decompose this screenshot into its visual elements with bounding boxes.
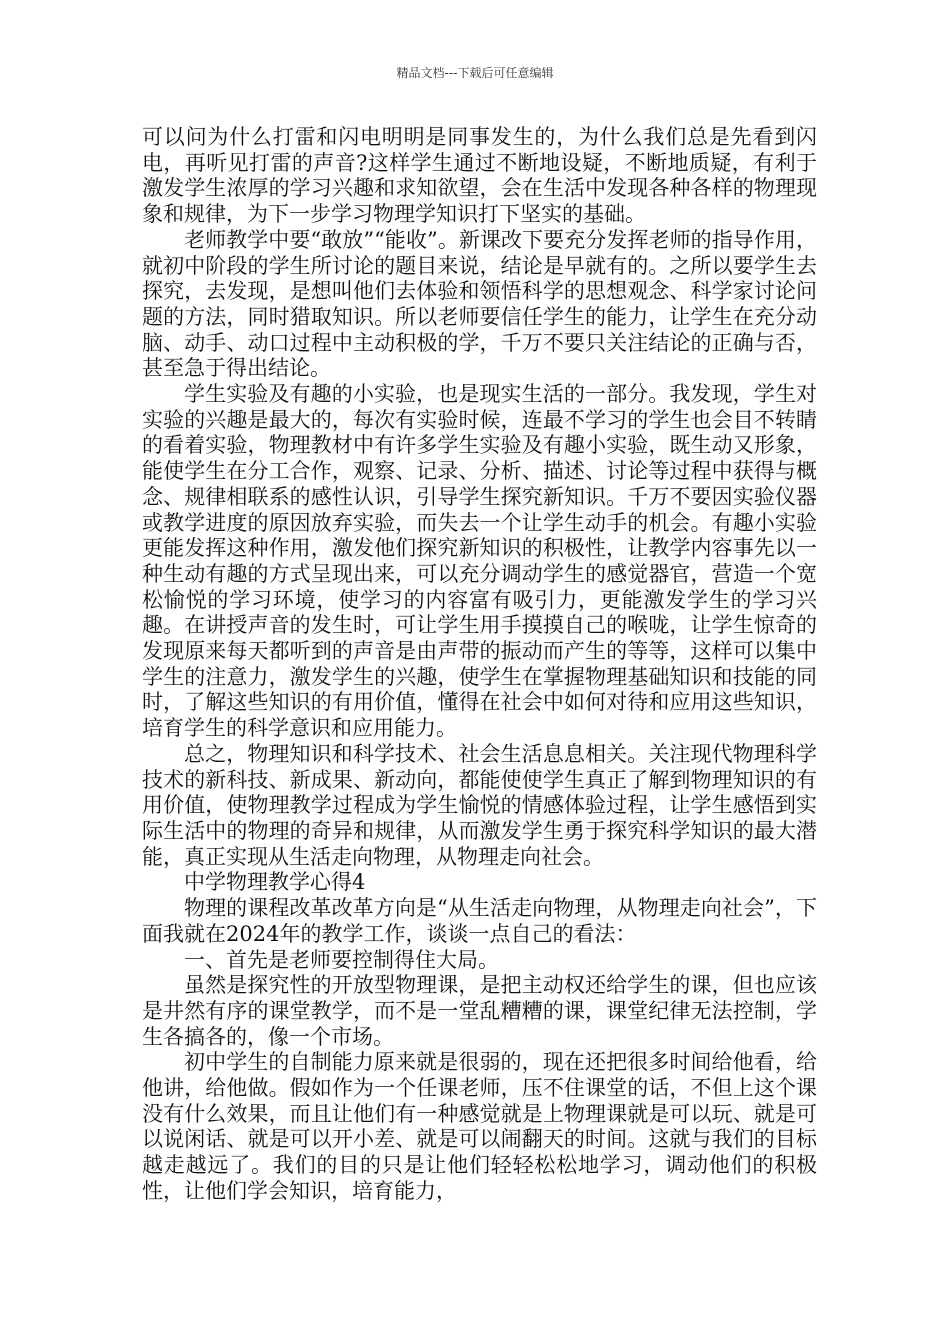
document-body (142, 125, 817, 1205)
paragraph: 学生实验及有趣的小实验，也是现实生活的一部分。我发现，学生对实验的兴趣是最大的，每次有实验时候，连最不学习的学生也会目不转睛的看着实验，物理教材中有许多学生实验及有趣小实验，既生动又形象，能使学生在分工合作，观察、记录、分析、描述、讨论等过程中获得与概念、规律相联系的感性认识，引导学生探究新知识。千万不要因实验仪器或教学进度的原因放弃实验，而失去一个让学生动手的机会。有趣小实验更能发挥这种作用，激发他们探究新知识的积极性，让教学内容事先以一种生动有趣的方式呈现出来，可以充分调动学生的感觉器官，营造一个宽松愉悦的学习环境，使学习的内容富有吸引力，更能激发学生的学习兴趣。在讲授声音的发生时，可让学生用手摸摸自己的喉咙，让学生惊奇的发现原来每天都听到的声音是由声带的振动而产生的等等，这样可以集中学生的注意力，激发学生的兴趣，使学生在掌握物理基础知识和技能的同时，了解这些知识的有用价值，懂得在社会中如何对待和应用这些知识，培育学生的科学意识和应用能力。 (142, 382, 817, 741)
subheading: 一、首先是老师要控制得住大局。 (184, 947, 499, 972)
paragraph: 初中学生的自制能力原来就是很弱的，现在还把很多时间给他看，给他讲，给他做。假如作为一个任课老师，压不住课堂的话，不但上这个课没有什么效果，而且让他们有一种感觉就是上物理课就是可以玩、就是可以说闲话、就是可以开小差、就是可以闹翻天的时间。这就与我们的目标越走越远了。我们的目的只是让他们轻轻松松地学习，调动他们的积极性，让他们学会知识，培育能力， (142, 1050, 817, 1203)
paragraph: 可以问为什么打雷和闪电明明是同事发生的，为什么我们总是先看到闪电，再听见打雷的声音?这样学生通过不断地设疑，不断地质疑，有利于激发学生浓厚的学习兴趣和求知欲望，会在生活中发现各种各样的物理现象和规律，为下一步学习物理学知识打下坚实的基础。 (142, 125, 817, 227)
paragraph: 物理的课程改革改革方向是“从生活走向物理，从物理走向社会”，下面我就在2024年的教学工作，谈谈一点自己的看法： (142, 896, 817, 946)
paragraph: 虽然是探究性的开放型物理课，是把主动权还给学生的课，但也应该是井然有序的课堂教学，而不是一堂乱糟糟的课，课堂纪律无法控制，学生各搞各的，像一个市场。 (142, 973, 817, 1049)
paragraph: 老师教学中要“敢放”“能收”。新课改下要充分发挥老师的指导作用，就初中阶段的学生所讨论的题目来说，结论是早就有的。之所以要学生去探究，去发现，是想叫他们去体验和领悟科学的思想观念、科学家讨论问题的方法，同时猎取知识。所以老师要信任学生的能力，让学生在充分动脑、动手、动口过程中主动积极的学，千万不要只关注结论的正确与否，甚至急于得出结论。 (142, 227, 817, 381)
paragraph: 总之，物理知识和科学技术、社会生活息息相关。关注现代物理科学技术的新科技、新成果、新动向，都能使使学生真正了解到物理知识的有用价值，使物理教学过程成为学生愉悦的情感体验过程，让学生感悟到实际生活中的物理的奇异和规律，从而激发学生勇于探究科学知识的最大潜能，真正实现从生活走向物理，从物理走向社会。 (142, 741, 817, 869)
page-header: 精品文档---下载后可任意编辑 (396, 66, 554, 80)
section-heading: 中学物理教学心得4 (184, 870, 366, 895)
